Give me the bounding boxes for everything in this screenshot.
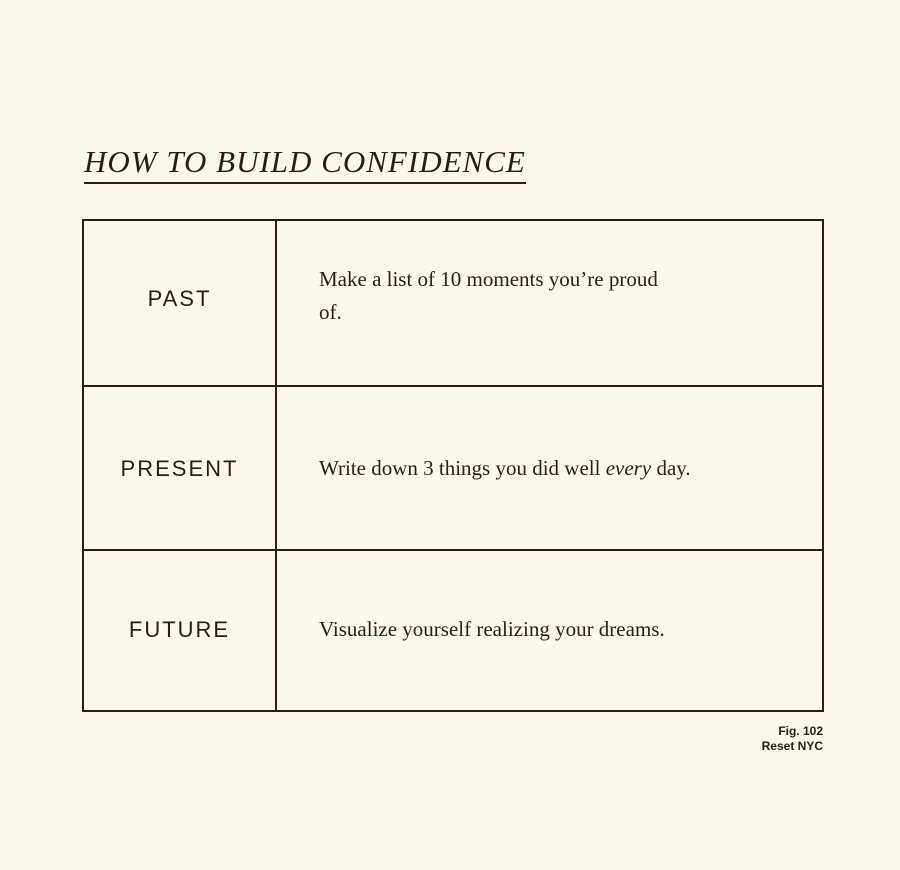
row-text-past: Make a list of 10 moments you’re proud of. xyxy=(319,267,658,324)
table-row-past xyxy=(84,221,822,385)
row-label-past: PAST xyxy=(84,221,277,385)
figure-source: Reset NYC xyxy=(761,739,823,753)
table-row-future xyxy=(84,549,822,712)
page-title: HOW TO BUILD CONFIDENCE xyxy=(84,142,526,184)
row-text-present-before: Write down 3 things you did well xyxy=(319,456,606,480)
row-text-future: Visualize yourself realizing your dreams. xyxy=(319,617,665,641)
row-label-future: FUTURE xyxy=(84,551,277,712)
row-text-present-emphasis: every xyxy=(605,456,652,480)
table-row-present xyxy=(84,385,822,550)
confidence-table xyxy=(82,219,824,712)
row-text-future-cell xyxy=(277,551,822,712)
row-text-present xyxy=(277,387,822,550)
row-text-past-cell xyxy=(277,221,822,385)
figure-number: Fig. 102 xyxy=(778,724,823,738)
row-label-present: PRESENT xyxy=(84,387,277,550)
figure-caption xyxy=(762,724,823,754)
row-text-present-after: day. xyxy=(651,456,691,480)
